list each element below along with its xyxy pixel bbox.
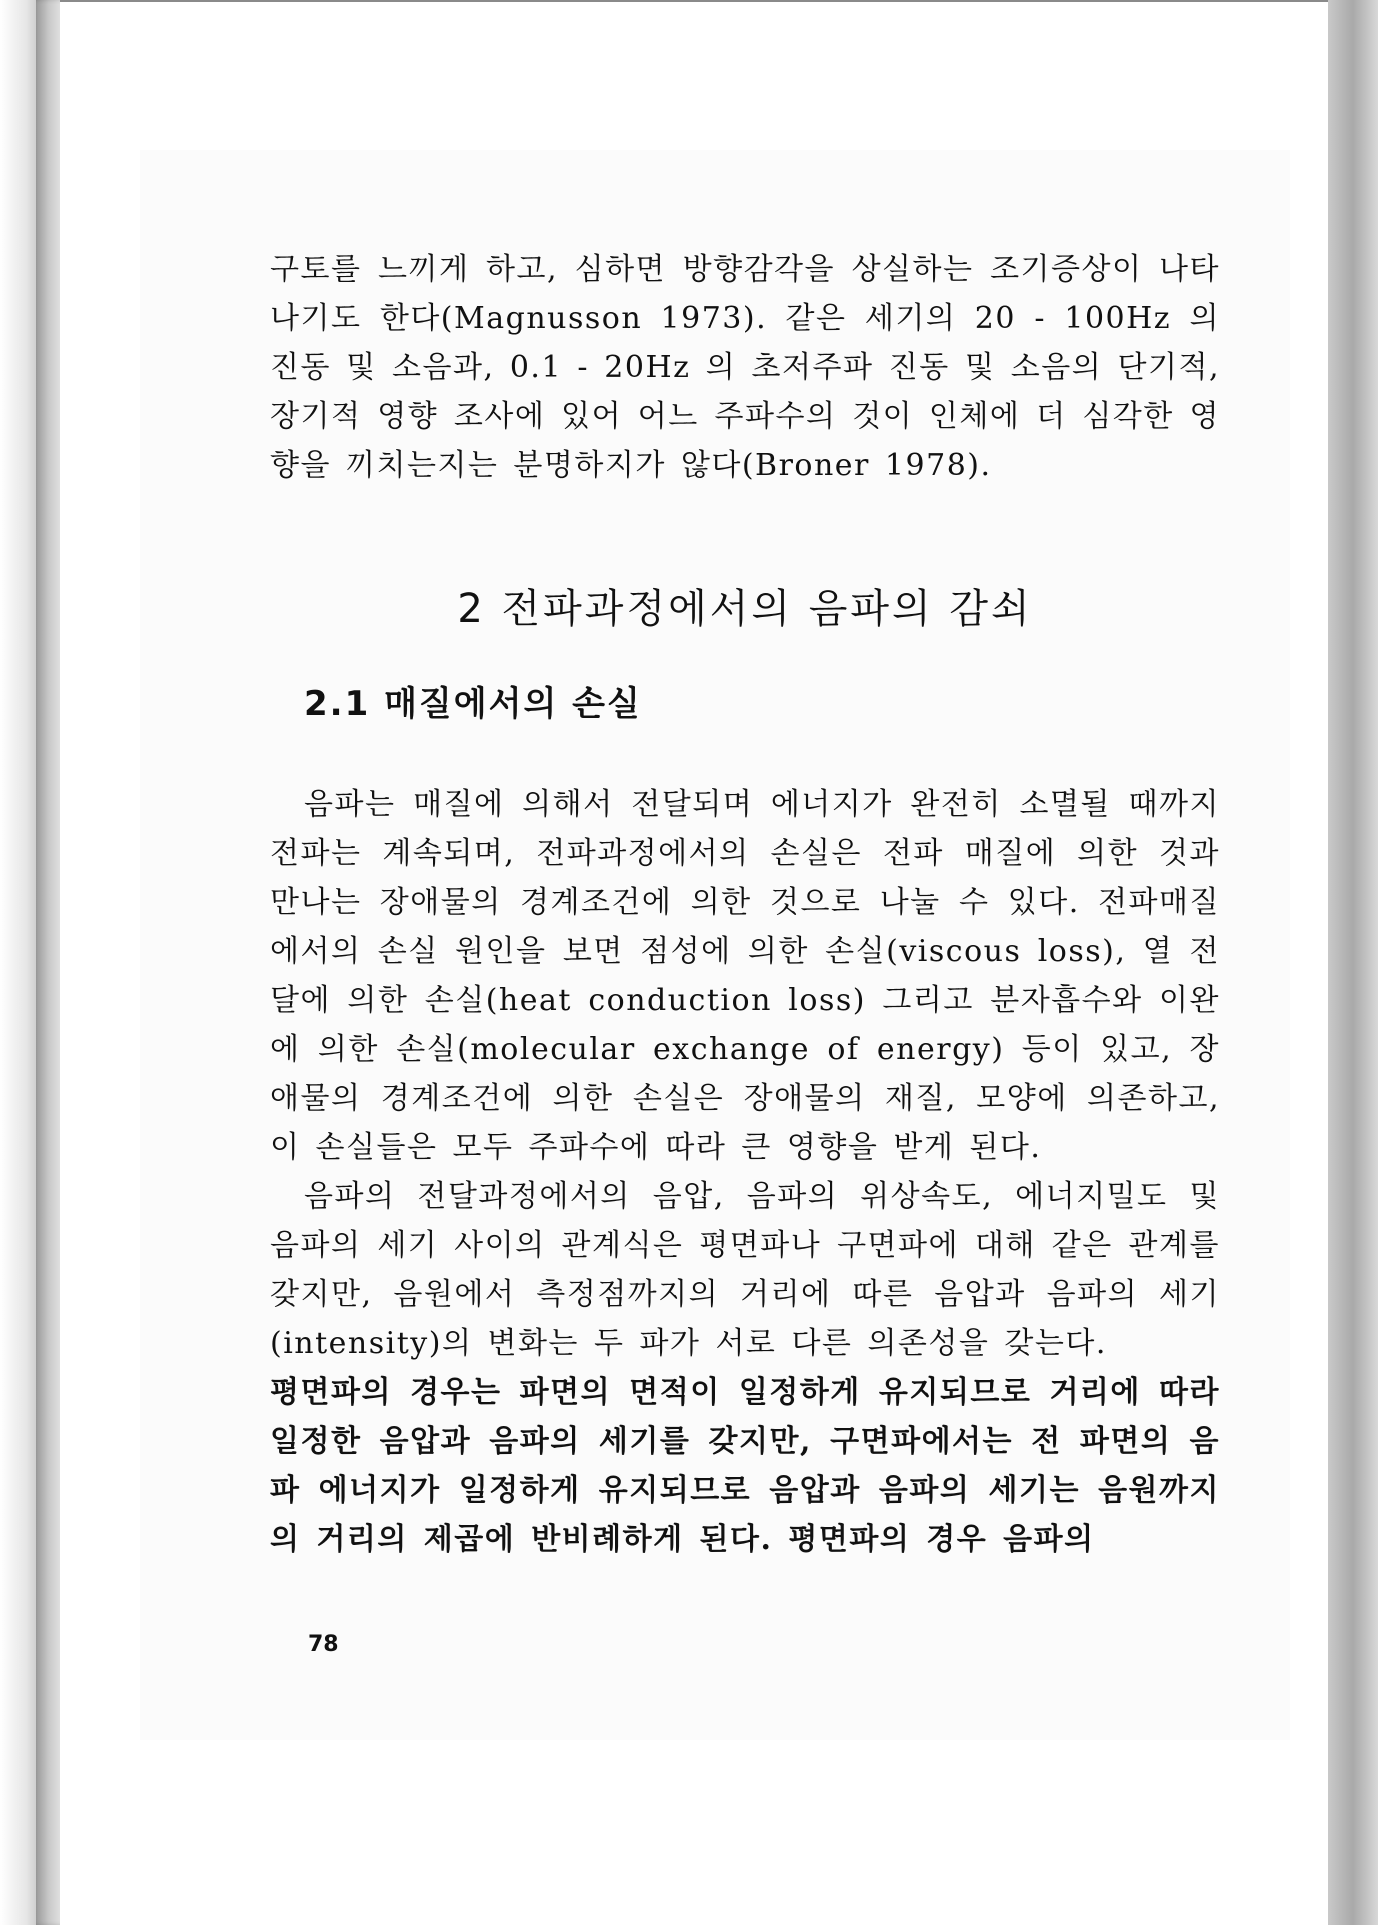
section-title: 2.1 매질에서의 손실 — [304, 684, 642, 724]
right-page-edge — [1328, 0, 1378, 1925]
top-paragraph: 구토를 느끼게 하고, 심하면 방향감각을 상실하는 조기증상이 나타나기도 한다(Magnusson 1973). 같은 세기의 20 - 100Hz 의 진동 및 소음과, 0.1 - 20Hz 의 초저주파 진동 및 소음의 단기적, 장기적 영향 조사에 있어 어느 주파수의 것이 인체에 더 심각한 영향을 끼치는지는 분명하지가 않다(Broner 1978). — [270, 252, 1220, 483]
page-content — [270, 245, 1220, 1564]
paragraph-3: 평면파의 경우는 파면의 면적이 일정하게 유지되므로 거리에 따라 일정한 음압과 음파의 세기를 갖지만, 구면파에서는 전 파면의 음파 에너지가 일정하게 유지되므로 음압과 음파의 세기는 음원까지의 거리의 제곱에 반비례하게 된다. 평면파의 경우 음파의 — [270, 1375, 1220, 1557]
section-body — [270, 780, 1220, 1564]
paragraph-1: 음파는 매질에 의해서 전달되며 에너지가 완전히 소멸될 때까지 전파는 계속되며, 전파과정에서의 손실은 전파 매질에 의한 것과 만나는 장애물의 경계조건에 의한 것으로 나눌 수 있다. 전파매질에서의 손실 원인을 보면 점성에 의한 손실(viscous loss), 열 전달에 의한 손실(heat conduction loss) 그리고 분자흡수와 이완에 의한 손실(molecular exchange of energy) 등이 있고, 장애물의 경계조건에 의한 손실은 장애물의 재질, 모양에 의존하고, 이 손실들은 모두 주파수에 따라 큰 영향을 받게 된다. — [270, 787, 1220, 1165]
paragraph-2: 음파의 전달과정에서의 음압, 음파의 위상속도, 에너지밀도 및 음파의 세기 사이의 관계식은 평면파나 구면파에 대해 같은 관계를 갖지만, 음원에서 측정점까지의 거리에 따른 음압과 음파의 세기(intensity)의 변화는 두 파가 서로 다른 의존성을 갖는다. — [270, 1179, 1220, 1361]
page-number: 78 — [308, 1632, 339, 1657]
chapter-title: 2 전파과정에서의 음파의 감쇠 — [457, 586, 1033, 632]
